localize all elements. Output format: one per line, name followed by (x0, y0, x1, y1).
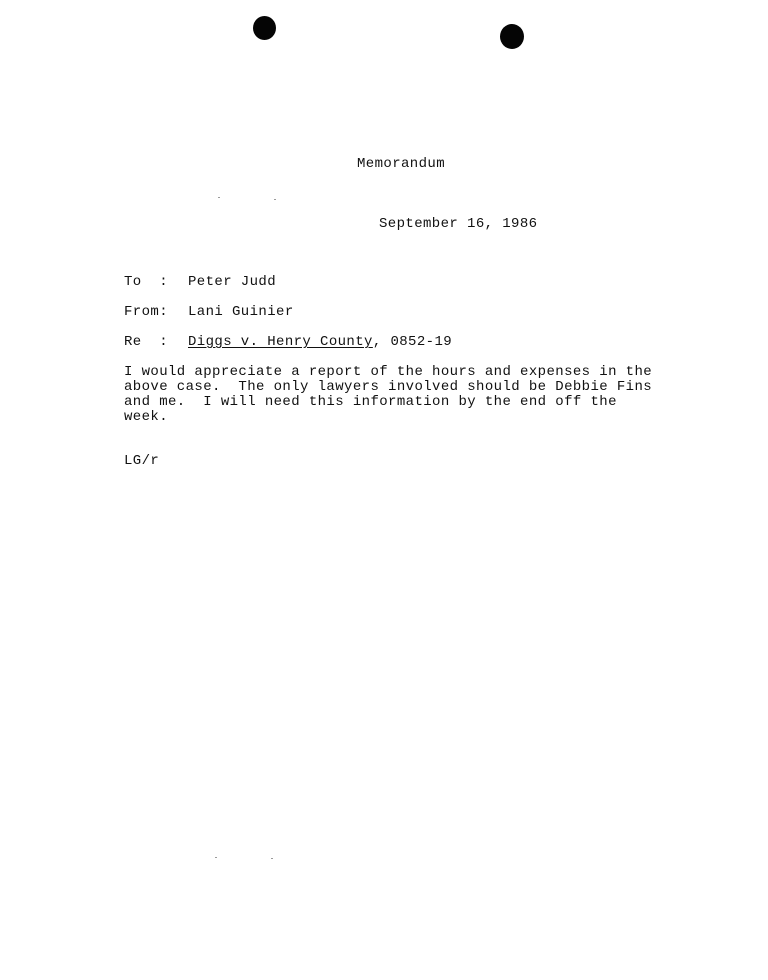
from-value: Lani Guinier (188, 304, 294, 320)
to-row (124, 274, 276, 290)
memo-title: Memorandum (357, 156, 446, 172)
scan-speck (274, 199, 276, 200)
re-label: Re : (124, 334, 169, 350)
punch-hole-right (500, 24, 524, 49)
case-number: , 0852-19 (372, 334, 453, 350)
body-line: week. (124, 409, 169, 425)
scan-speck (215, 857, 217, 858)
punch-hole-left (253, 16, 276, 40)
re-row (124, 334, 452, 350)
from-label: From: (124, 304, 169, 320)
typist-initials: LG/r (124, 453, 160, 469)
from-row (124, 304, 294, 320)
body-line: and me. I will need this information by the end off the (124, 394, 617, 410)
case-name: Diggs v. Henry County (188, 334, 373, 350)
to-value: Peter Judd (188, 274, 277, 290)
to-label: To : (124, 274, 169, 290)
scan-speck (218, 197, 220, 198)
scan-speck (271, 858, 273, 859)
body-line: above case. The only lawyers involved should be Debbie Fins (124, 379, 653, 395)
body-line: I would appreciate a report of the hours and expenses in the (124, 364, 653, 380)
memo-body (124, 365, 684, 425)
memo-date: September 16, 1986 (379, 216, 538, 232)
